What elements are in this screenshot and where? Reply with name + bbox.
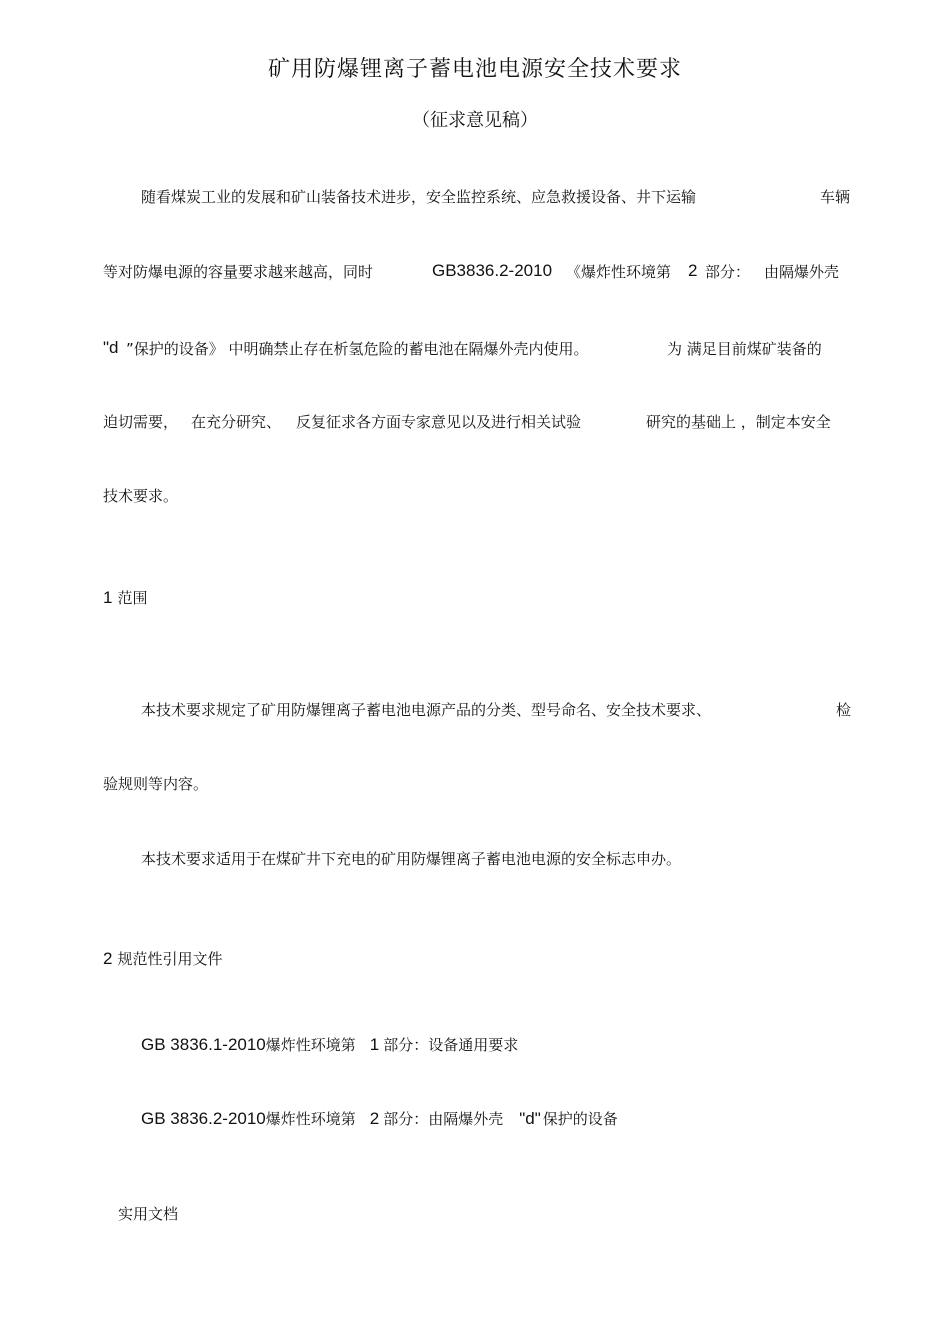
section1-p1-text: 本技术要求规定了矿用防爆锂离子蓄电池电源产品的分类、型号命名、安全技术要求、 [141,701,712,719]
section1-title: 范围 [117,589,148,607]
intro-line2-part-label: 部分： [705,263,751,281]
intro-line3-text: ”保护的设备》 中明确禁止存在析氢危险的蓄电池在隔爆外壳内使用。 [126,340,589,358]
reference-part-number: 1 [369,1035,380,1054]
reference-item [141,1034,518,1055]
intro-line3-tail: 为 满足目前煤矿装备的 [667,340,822,358]
document-subtitle: （征求意见稿） [412,110,538,131]
reference-item [141,1108,618,1129]
intro-line2-standard-code: GB3836.2-2010 [432,261,553,280]
document-title: 矿用防爆锂离子蓄电池电源安全技术要求 [267,57,682,82]
intro-line3-quote: "d [103,338,119,357]
reference-code: GB 3836.1-2010 [141,1035,266,1054]
intro-line2-standard-title: 《爆炸性环境第 [566,263,672,281]
section1-heading [103,587,147,608]
section2-number: 2 [103,949,113,968]
footer-label: 实用文档 [118,1205,179,1223]
intro-line1-text: 随看煤炭工业的发展和矿山装备技术进步，安全监控系统、应急救援设备、井下运输 [141,188,697,206]
section2-heading [103,948,222,969]
intro-line2-part-number: 2 [688,261,698,280]
reference-part-title-end: 保护的设备 [542,1110,618,1128]
reference-title: 爆炸性环境第 [265,1110,356,1128]
intro-line5: 技术要求。 [103,487,179,505]
intro-line4-seg3: 反复征求各方面专家意见以及进行相关试验 [296,413,582,431]
reference-part-title: 部分：设备通用要求 [383,1036,519,1054]
reference-part-title: 部分：由隔爆外壳 [383,1110,504,1128]
reference-part-number: 2 [369,1109,380,1128]
intro-line4-seg1: 迫切需要， [103,413,179,431]
intro-line4-seg4: 研究的基础上 ，制定本安全 [646,413,831,431]
intro-line4-seg2: 在充分研究、 [191,413,282,431]
reference-protection-type: "d" [519,1109,541,1128]
section1-p1-continued: 验规则等内容。 [103,775,209,793]
reference-code: GB 3836.2-2010 [141,1109,266,1128]
section1-p2: 本技术要求适用于在煤矿井下充电的矿用防爆锂离子蓄电池电源的安全标志申办。 [141,850,682,868]
reference-title: 爆炸性环境第 [265,1036,356,1054]
intro-line1-tail: 车辆 [820,188,851,206]
intro-line2-tail: 由隔爆外壳 [764,263,840,281]
section1-p1-tail: 检 [836,701,852,719]
intro-line2-text: 等对防爆电源的容量要求越来越高，同时 [103,263,374,281]
section1-number: 1 [103,588,113,607]
section2-title: 规范性引用文件 [117,950,223,968]
